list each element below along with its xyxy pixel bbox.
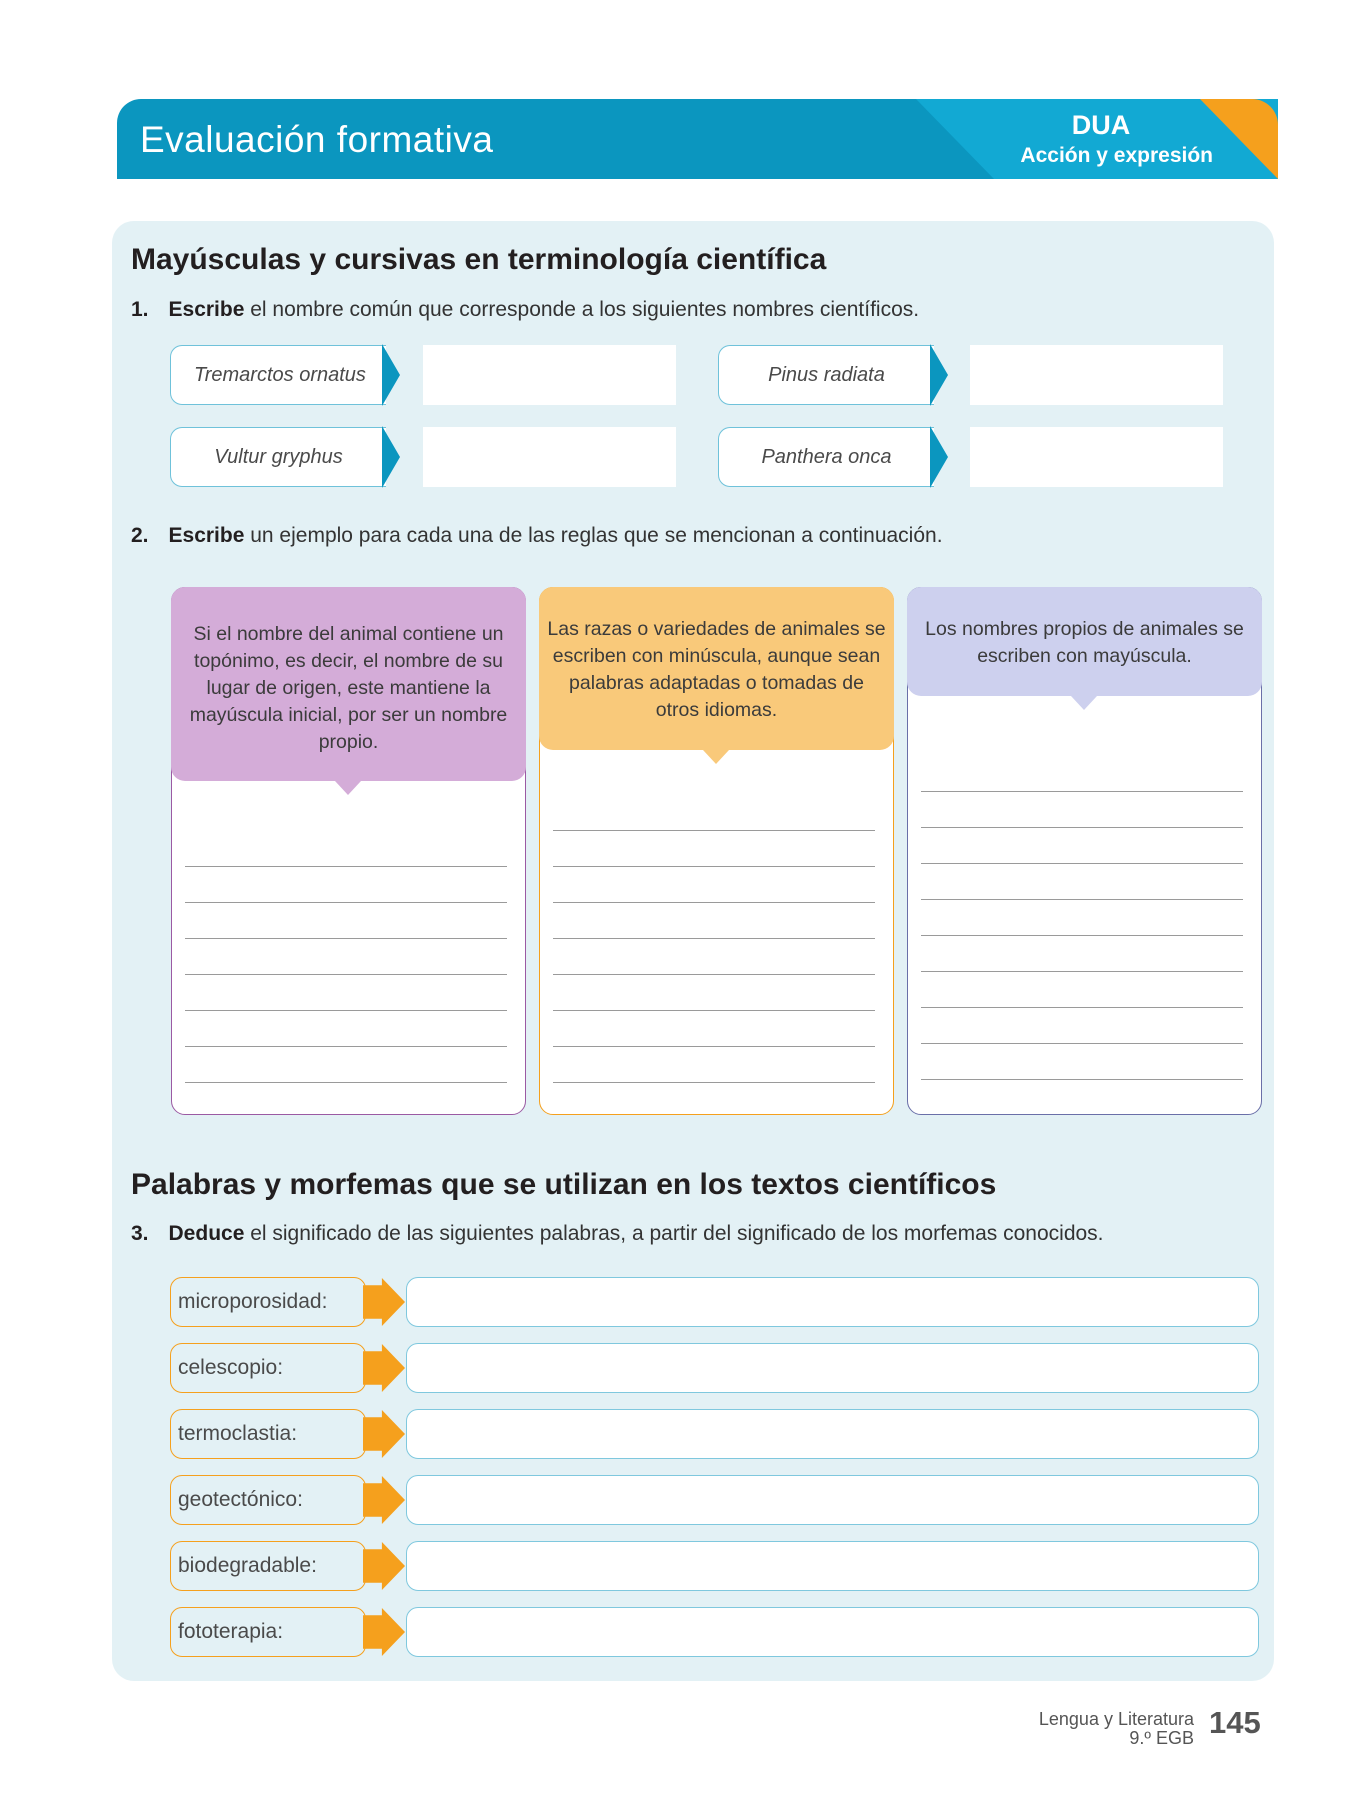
question-verb: Escribe xyxy=(168,298,245,321)
dua-badge-subtitle: Acción y expresión xyxy=(1020,144,1213,167)
writing-line[interactable] xyxy=(185,1010,507,1011)
writing-line[interactable] xyxy=(553,974,875,975)
header-banner xyxy=(117,99,1278,179)
writing-line[interactable] xyxy=(185,1082,507,1083)
word-label xyxy=(170,1277,366,1327)
bubble-pointer xyxy=(1071,696,1097,710)
rule-card-toponym xyxy=(171,587,526,1115)
common-name-answer-field[interactable] xyxy=(970,427,1223,487)
question-text: un ejemplo para cada una de las reglas que se mencionan a continuación. xyxy=(244,524,943,547)
writing-line[interactable] xyxy=(921,1043,1243,1044)
dua-badge-title: DUA xyxy=(1071,110,1131,140)
question-2 xyxy=(131,524,943,548)
question-number: 2. xyxy=(131,524,149,547)
meaning-answer-field[interactable] xyxy=(406,1409,1259,1459)
question-text: el nombre común que corresponde a los siguientes nombres científicos. xyxy=(244,298,920,321)
writing-line[interactable] xyxy=(921,827,1243,828)
writing-line[interactable] xyxy=(185,902,507,903)
word-label xyxy=(170,1607,366,1657)
common-name-answer-field[interactable] xyxy=(970,345,1223,405)
question-text: el significado de las siguientes palabras, a partir del significado de los morfemas conocidos. xyxy=(244,1222,1104,1245)
subject-name: Lengua y Literatura xyxy=(1038,1709,1194,1729)
question-verb: Deduce xyxy=(168,1222,245,1245)
page-title: Evaluación formativa xyxy=(140,119,494,160)
writing-line[interactable] xyxy=(185,938,507,939)
scientific-name: Pinus radiata xyxy=(768,363,885,386)
bubble-pointer xyxy=(703,750,729,764)
writing-line[interactable] xyxy=(921,791,1243,792)
writing-line[interactable] xyxy=(553,1046,875,1047)
question-3 xyxy=(131,1222,1104,1246)
scientific-name-box xyxy=(718,345,934,405)
word-text: celescopio: xyxy=(178,1356,284,1379)
rule-bubble xyxy=(539,587,894,750)
writing-line[interactable] xyxy=(921,1079,1243,1080)
writing-line[interactable] xyxy=(921,971,1243,972)
question-verb: Escribe xyxy=(168,524,245,547)
rule-text: Las razas o variedades de animales se escriben con minúscula, aunque sean palabras adaptadas o tomadas de otros idiomas. xyxy=(547,618,886,721)
word-label xyxy=(170,1541,366,1591)
rule-card-proper-names xyxy=(907,587,1262,1115)
word-label xyxy=(170,1409,366,1459)
writing-line[interactable] xyxy=(553,1010,875,1011)
writing-line[interactable] xyxy=(553,938,875,939)
writing-line[interactable] xyxy=(553,830,875,831)
word-label xyxy=(170,1343,366,1393)
meaning-answer-field[interactable] xyxy=(406,1343,1259,1393)
meaning-answer-field[interactable] xyxy=(406,1607,1259,1657)
writing-line[interactable] xyxy=(185,974,507,975)
writing-line[interactable] xyxy=(553,1082,875,1083)
section1-heading: Mayúsculas y cursivas en terminología científica xyxy=(131,243,827,276)
word-text: geotectónico: xyxy=(178,1488,303,1511)
writing-line[interactable] xyxy=(921,1007,1243,1008)
word-label xyxy=(170,1475,366,1525)
scientific-name: Vultur gryphus xyxy=(214,445,343,468)
scientific-name-box xyxy=(718,427,934,487)
scientific-name-box xyxy=(170,427,386,487)
page-number: 145 xyxy=(1209,1705,1261,1740)
writing-line[interactable] xyxy=(553,866,875,867)
question-number: 1. xyxy=(131,298,149,321)
writing-line[interactable] xyxy=(921,863,1243,864)
meaning-answer-field[interactable] xyxy=(406,1475,1259,1525)
writing-line[interactable] xyxy=(553,902,875,903)
writing-line[interactable] xyxy=(185,1046,507,1047)
writing-line[interactable] xyxy=(185,866,507,867)
word-text: biodegradable: xyxy=(178,1554,317,1577)
scientific-name-box xyxy=(170,345,386,405)
word-text: microporosidad: xyxy=(178,1290,328,1313)
footer-subject xyxy=(1039,1710,1194,1748)
grade-level: 9.º EGB xyxy=(1129,1728,1194,1748)
writing-line[interactable] xyxy=(921,935,1243,936)
rule-card-breeds xyxy=(539,587,894,1115)
word-text: fototerapia: xyxy=(178,1620,284,1643)
common-name-answer-field[interactable] xyxy=(423,427,676,487)
question-1 xyxy=(131,298,919,322)
rule-bubble xyxy=(171,587,526,781)
writing-line[interactable] xyxy=(921,899,1243,900)
question-number: 3. xyxy=(131,1222,149,1245)
common-name-answer-field[interactable] xyxy=(423,345,676,405)
bubble-pointer xyxy=(335,781,361,795)
meaning-answer-field[interactable] xyxy=(406,1277,1259,1327)
scientific-name: Tremarctos ornatus xyxy=(194,363,366,386)
rule-text: Los nombres propios de animales se escriben con mayúscula. xyxy=(925,618,1244,667)
section3-heading: Palabras y morfemas que se utilizan en los textos científicos xyxy=(131,1168,997,1201)
meaning-answer-field[interactable] xyxy=(406,1541,1259,1591)
rule-text: Si el nombre del animal contiene un topónimo, es decir, el nombre de su lugar de origen, este mantiene la mayúscula inicial, por ser un nombre propio. xyxy=(189,623,508,753)
rule-bubble xyxy=(907,587,1262,696)
word-text: termoclastia: xyxy=(178,1422,298,1445)
scientific-name: Panthera onca xyxy=(761,445,892,468)
